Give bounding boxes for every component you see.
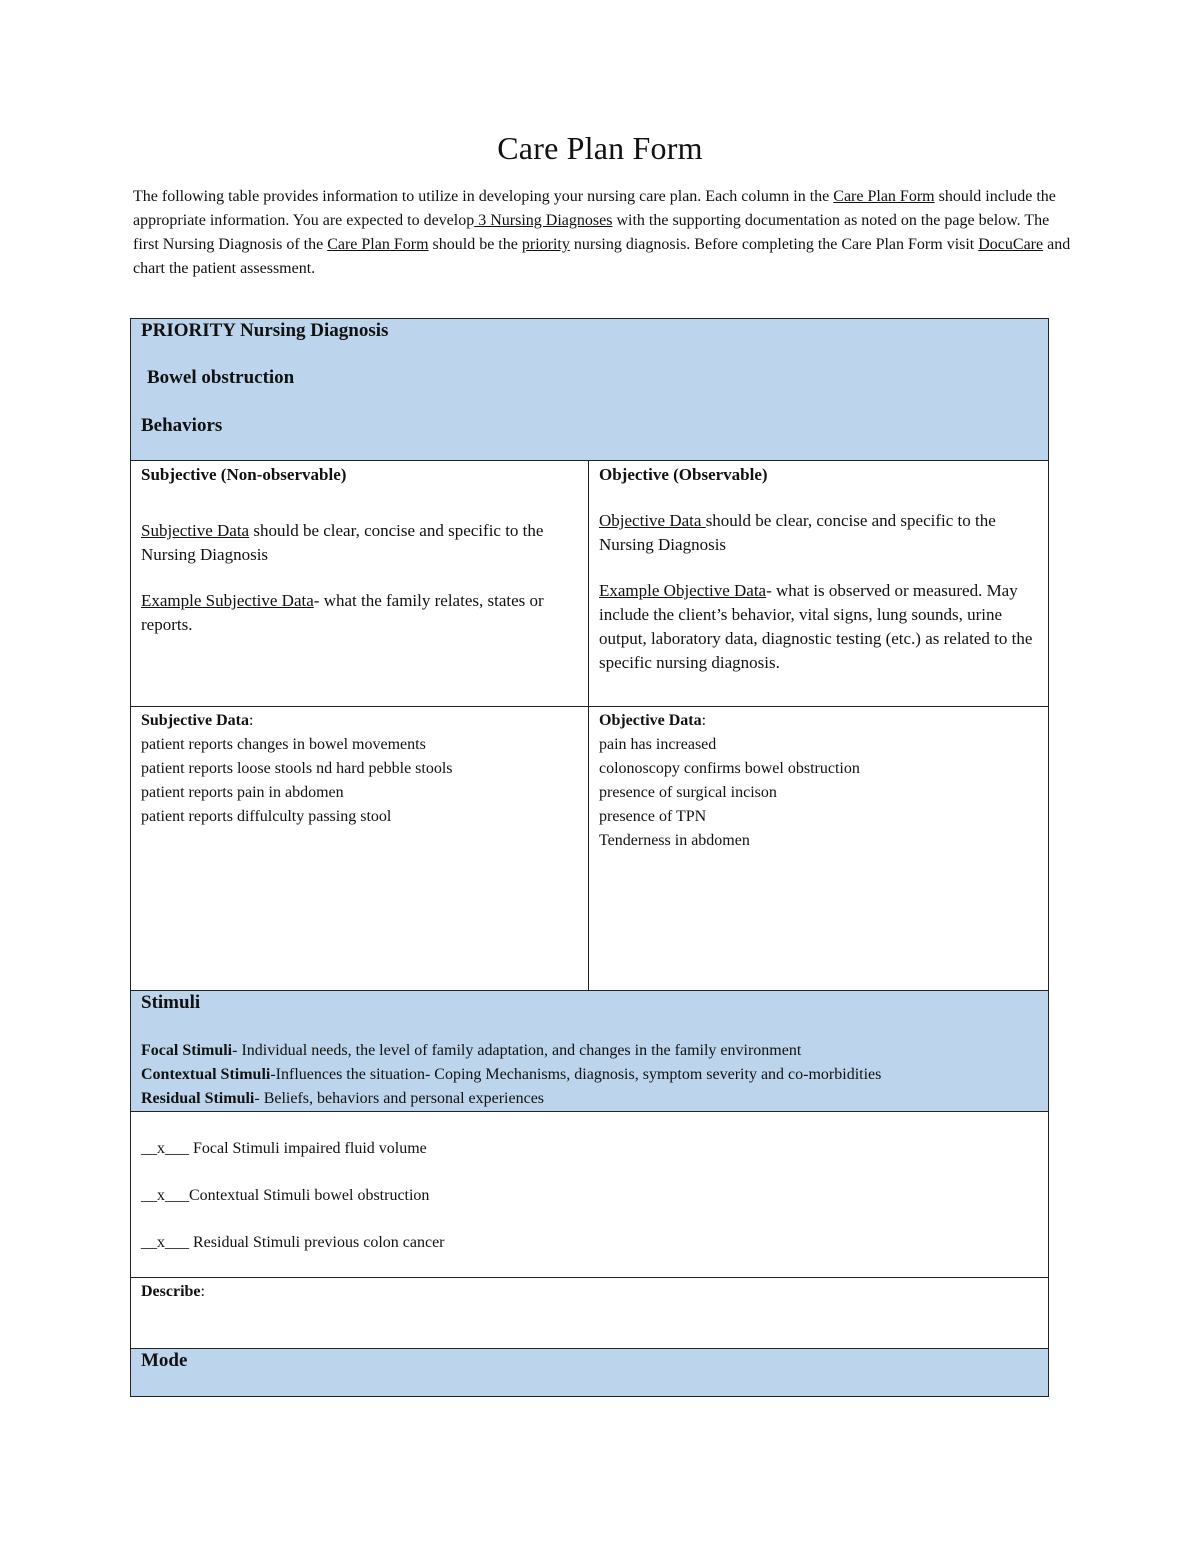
subjective-data-term: Subjective Data [141, 521, 250, 540]
objective-item: presence of TPN [599, 808, 707, 825]
subjective-example-term: Example Subjective Data [141, 591, 314, 610]
objective-item: colonoscopy confirms bowel obstruction [599, 760, 860, 777]
objective-example-guide [599, 579, 1038, 675]
objective-example-term: Example Objective Data [599, 581, 767, 600]
residual-stimuli-def [141, 1087, 1038, 1111]
describe-cell[interactable] [131, 1278, 1049, 1349]
focal-stimuli-def [141, 1039, 1038, 1063]
stimuli-heading: Stimuli [141, 992, 201, 1013]
residual-stimuli-entry: __x___ Residual Stimuli previous colon cancer [141, 1234, 445, 1251]
intro-text-6: and chart the patient assessment. [133, 236, 1071, 277]
intro-paragraph [133, 185, 1073, 281]
mode-cell[interactable] [131, 1349, 1049, 1397]
objective-data-label-line [599, 709, 1038, 733]
objective-data-label: Objective Data [599, 712, 702, 729]
page-title: Care Plan Form [497, 130, 703, 166]
objective-heading: Objective (Observable) [599, 465, 768, 484]
docucare-link: DocuCare [978, 236, 1044, 253]
stimuli-entries-cell[interactable] [131, 1112, 1049, 1278]
priority-heading: PRIORITY Nursing Diagnosis [141, 320, 389, 341]
subjective-item: patient reports diffulculty passing stool [141, 808, 392, 825]
objective-data-cell[interactable] [589, 707, 1049, 991]
subjective-example-desc: - what the family relates, states or reports. [141, 591, 544, 634]
focal-stimuli-label: Focal Stimuli [141, 1042, 233, 1059]
objective-item: pain has increased [599, 736, 717, 753]
subjective-data-guide-line2: Nursing Diagnosis [141, 545, 269, 564]
subjective-data-desc: should be clear, concise and specific to the [249, 521, 544, 540]
diagnosis-value: Bowel obstruction [147, 367, 295, 388]
objective-data-term: Objective Data [599, 511, 706, 530]
stimuli-cell [131, 991, 1049, 1112]
objective-item: Tenderness in abdomen [599, 832, 750, 849]
describe-label-line [141, 1280, 1038, 1304]
residual-stimuli-label: Residual Stimuli [141, 1090, 255, 1107]
contextual-stimuli-entry: __x___Contextual Stimuli bowel obstruction [141, 1187, 430, 1204]
intro-text-1: The following table provides information to utilize in developing your nursing care plan. Each column in the [133, 188, 834, 205]
objective-data-colon: : [701, 712, 707, 729]
objective-guide-cell [589, 461, 1049, 707]
intro-text-5: nursing diagnosis. Before completing the Care Plan Form visit [569, 236, 979, 253]
objective-data-desc: should be clear, concise and specific to the Nursing Diagnosis [599, 511, 996, 554]
intro-text-2: should include the appropriate information. You are expected to develop [133, 188, 1056, 229]
objective-example-desc: - what is observed or measured. May include the client’s behavior, vital signs, lung sounds, urine output, laboratory data, diagnostic testing (etc.) as related to the specific nursing diagnosis. [599, 581, 1033, 672]
behaviors-heading: Behaviors [141, 415, 223, 436]
subjective-item: patient reports pain in abdomen [141, 784, 344, 801]
subjective-data-guide [141, 519, 578, 543]
intro-text-3: with the supporting documentation as noted on the page below. The first Nursing Diagnosis of the [133, 212, 1050, 253]
subjective-data-colon: : [248, 712, 254, 729]
describe-label: Describe [141, 1283, 201, 1300]
focal-stimuli-text: - Individual needs, the level of family adaptation, and changes in the family environment [232, 1042, 802, 1059]
care-plan-form-link-2: Care Plan Form [327, 236, 429, 253]
focal-stimuli-entry: __x___ Focal Stimuli impaired fluid volume [141, 1140, 427, 1157]
subjective-guide-cell [131, 461, 589, 707]
subjective-data-label-line [141, 709, 578, 733]
subjective-item: patient reports loose stools nd hard pebble stools [141, 760, 453, 777]
subjective-data-label: Subjective Data [141, 712, 249, 729]
objective-item: presence of surgical incison [599, 784, 777, 801]
residual-stimuli-text: - Beliefs, behaviors and personal experiences [254, 1090, 545, 1107]
priority-diagnosis-cell[interactable] [131, 319, 1049, 461]
subjective-heading: Subjective (Non-observable) [141, 465, 347, 484]
describe-colon: : [200, 1283, 205, 1300]
care-plan-form-link: Care Plan Form [833, 188, 935, 205]
mode-heading: Mode [141, 1350, 188, 1371]
subjective-example-guide [141, 589, 578, 637]
subjective-item: patient reports changes in bowel movements [141, 736, 426, 753]
contextual-stimuli-def [141, 1063, 1038, 1087]
contextual-stimuli-label: Contextual Stimuli [141, 1066, 271, 1083]
intro-text-4: should be the [428, 236, 522, 253]
care-plan-table [130, 318, 1049, 1397]
contextual-stimuli-text: -Influences the situation- Coping Mechanisms, diagnosis, symptom severity and co-morbidities [270, 1066, 882, 1083]
objective-data-guide [599, 509, 1038, 557]
nursing-diagnoses-link: 3 Nursing Diagnoses [474, 212, 613, 229]
subjective-data-cell[interactable] [131, 707, 589, 991]
priority-link: priority [521, 236, 570, 253]
